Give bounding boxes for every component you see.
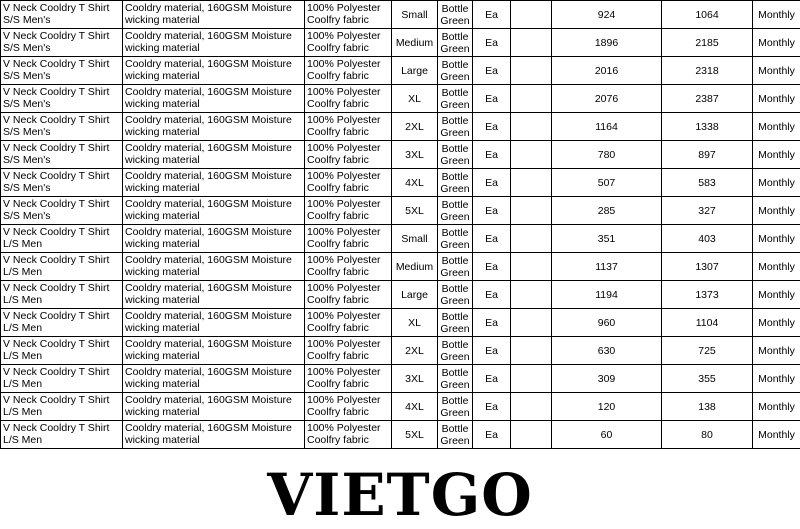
product-name-cell: V Neck Cooldry T Shirt L/S Men — [1, 253, 123, 281]
size-cell: XL — [392, 309, 438, 337]
empty-cell — [511, 309, 552, 337]
table-row — [1, 421, 800, 449]
quantity-b-cell: 1307 — [662, 253, 753, 281]
table-row — [1, 253, 800, 281]
table-row — [1, 169, 800, 197]
size-cell: 5XL — [392, 197, 438, 225]
size-cell: Large — [392, 57, 438, 85]
product-name-cell: V Neck Cooldry T Shirt S/S Men's — [1, 141, 123, 169]
color-cell: Bottle Green — [438, 197, 473, 225]
quantity-a-cell: 1137 — [552, 253, 662, 281]
fabric-cell: 100% Polyester Coolfry fabric — [305, 393, 392, 421]
fabric-cell: 100% Polyester Coolfry fabric — [305, 253, 392, 281]
quantity-a-cell: 2076 — [552, 85, 662, 113]
frequency-cell: Monthly — [753, 169, 800, 197]
frequency-cell: Monthly — [753, 197, 800, 225]
product-name-cell: V Neck Cooldry T Shirt S/S Men's — [1, 197, 123, 225]
color-cell: Bottle Green — [438, 29, 473, 57]
unit-cell: Ea — [473, 1, 511, 29]
unit-cell: Ea — [473, 393, 511, 421]
table-row — [1, 365, 800, 393]
quantity-b-cell: 583 — [662, 169, 753, 197]
fabric-cell: 100% Polyester Coolfry fabric — [305, 57, 392, 85]
unit-cell: Ea — [473, 85, 511, 113]
quantity-b-cell: 138 — [662, 393, 753, 421]
empty-cell — [511, 57, 552, 85]
color-cell: Bottle Green — [438, 85, 473, 113]
quantity-b-cell: 355 — [662, 365, 753, 393]
description-cell: Cooldry material, 160GSM Moisture wicking material — [123, 197, 305, 225]
unit-cell: Ea — [473, 141, 511, 169]
table-row — [1, 197, 800, 225]
unit-cell: Ea — [473, 253, 511, 281]
frequency-cell: Monthly — [753, 1, 800, 29]
size-cell: 2XL — [392, 337, 438, 365]
unit-cell: Ea — [473, 57, 511, 85]
color-cell: Bottle Green — [438, 365, 473, 393]
table-row — [1, 393, 800, 421]
empty-cell — [511, 365, 552, 393]
table-row — [1, 281, 800, 309]
product-name-cell: V Neck Cooldry T Shirt S/S Men's — [1, 113, 123, 141]
quantity-a-cell: 507 — [552, 169, 662, 197]
unit-cell: Ea — [473, 365, 511, 393]
quantity-a-cell: 780 — [552, 141, 662, 169]
size-cell: 4XL — [392, 169, 438, 197]
frequency-cell: Monthly — [753, 421, 800, 449]
empty-cell — [511, 225, 552, 253]
fabric-cell: 100% Polyester Coolfry fabric — [305, 169, 392, 197]
fabric-cell: 100% Polyester Coolfry fabric — [305, 113, 392, 141]
quantity-b-cell: 1373 — [662, 281, 753, 309]
fabric-cell: 100% Polyester Coolfry fabric — [305, 337, 392, 365]
color-cell: Bottle Green — [438, 281, 473, 309]
quantity-b-cell: 1338 — [662, 113, 753, 141]
unit-cell: Ea — [473, 113, 511, 141]
quantity-b-cell: 2185 — [662, 29, 753, 57]
quantity-a-cell: 1164 — [552, 113, 662, 141]
quantity-a-cell: 60 — [552, 421, 662, 449]
frequency-cell: Monthly — [753, 365, 800, 393]
fabric-cell: 100% Polyester Coolfry fabric — [305, 281, 392, 309]
empty-cell — [511, 421, 552, 449]
quantity-a-cell: 120 — [552, 393, 662, 421]
quantity-a-cell: 285 — [552, 197, 662, 225]
fabric-cell: 100% Polyester Coolfry fabric — [305, 197, 392, 225]
description-cell: Cooldry material, 160GSM Moisture wicking material — [123, 337, 305, 365]
description-cell: Cooldry material, 160GSM Moisture wicking material — [123, 281, 305, 309]
description-cell: Cooldry material, 160GSM Moisture wicking material — [123, 29, 305, 57]
table-row — [1, 337, 800, 365]
quantity-a-cell: 1896 — [552, 29, 662, 57]
product-name-cell: V Neck Cooldry T Shirt L/S Men — [1, 365, 123, 393]
quantity-a-cell: 630 — [552, 337, 662, 365]
size-cell: 2XL — [392, 113, 438, 141]
size-cell: 3XL — [392, 141, 438, 169]
color-cell: Bottle Green — [438, 225, 473, 253]
frequency-cell: Monthly — [753, 85, 800, 113]
table-row — [1, 113, 800, 141]
color-cell: Bottle Green — [438, 421, 473, 449]
size-cell: Medium — [392, 29, 438, 57]
product-name-cell: V Neck Cooldry T Shirt L/S Men — [1, 337, 123, 365]
color-cell: Bottle Green — [438, 169, 473, 197]
table-row — [1, 85, 800, 113]
empty-cell — [511, 1, 552, 29]
quantity-b-cell: 327 — [662, 197, 753, 225]
empty-cell — [511, 169, 552, 197]
frequency-cell: Monthly — [753, 253, 800, 281]
description-cell: Cooldry material, 160GSM Moisture wicking material — [123, 365, 305, 393]
unit-cell: Ea — [473, 197, 511, 225]
empty-cell — [511, 281, 552, 309]
product-name-cell: V Neck Cooldry T Shirt S/S Men's — [1, 85, 123, 113]
frequency-cell: Monthly — [753, 337, 800, 365]
empty-cell — [511, 393, 552, 421]
color-cell: Bottle Green — [438, 141, 473, 169]
size-cell: 4XL — [392, 393, 438, 421]
logo-text: VIETGO — [267, 466, 533, 524]
product-name-cell: V Neck Cooldry T Shirt L/S Men — [1, 393, 123, 421]
table-row — [1, 57, 800, 85]
quantity-a-cell: 924 — [552, 1, 662, 29]
description-cell: Cooldry material, 160GSM Moisture wicking material — [123, 169, 305, 197]
table-row — [1, 29, 800, 57]
product-name-cell: V Neck Cooldry T Shirt L/S Men — [1, 421, 123, 449]
unit-cell: Ea — [473, 29, 511, 57]
quantity-b-cell: 725 — [662, 337, 753, 365]
fabric-cell: 100% Polyester Coolfry fabric — [305, 309, 392, 337]
size-cell: Large — [392, 281, 438, 309]
unit-cell: Ea — [473, 309, 511, 337]
product-name-cell: V Neck Cooldry T Shirt S/S Men's — [1, 29, 123, 57]
description-cell: Cooldry material, 160GSM Moisture wicking material — [123, 57, 305, 85]
quantity-b-cell: 1064 — [662, 1, 753, 29]
product-name-cell: V Neck Cooldry T Shirt S/S Men's — [1, 169, 123, 197]
size-cell: Small — [392, 1, 438, 29]
empty-cell — [511, 85, 552, 113]
table-row — [1, 225, 800, 253]
quantity-a-cell: 960 — [552, 309, 662, 337]
quantity-a-cell: 2016 — [552, 57, 662, 85]
fabric-cell: 100% Polyester Coolfry fabric — [305, 225, 392, 253]
unit-cell: Ea — [473, 337, 511, 365]
table-row — [1, 141, 800, 169]
product-table-body — [1, 1, 800, 449]
color-cell: Bottle Green — [438, 1, 473, 29]
description-cell: Cooldry material, 160GSM Moisture wicking material — [123, 1, 305, 29]
frequency-cell: Monthly — [753, 225, 800, 253]
frequency-cell: Monthly — [753, 309, 800, 337]
size-cell: 3XL — [392, 365, 438, 393]
quantity-b-cell: 80 — [662, 421, 753, 449]
color-cell: Bottle Green — [438, 393, 473, 421]
fabric-cell: 100% Polyester Coolfry fabric — [305, 421, 392, 449]
product-name-cell: V Neck Cooldry T Shirt L/S Men — [1, 225, 123, 253]
empty-cell — [511, 253, 552, 281]
color-cell: Bottle Green — [438, 337, 473, 365]
empty-cell — [511, 113, 552, 141]
unit-cell: Ea — [473, 225, 511, 253]
unit-cell: Ea — [473, 421, 511, 449]
description-cell: Cooldry material, 160GSM Moisture wicking material — [123, 253, 305, 281]
description-cell: Cooldry material, 160GSM Moisture wicking material — [123, 421, 305, 449]
product-name-cell: V Neck Cooldry T Shirt S/S Men's — [1, 1, 123, 29]
quantity-a-cell: 351 — [552, 225, 662, 253]
fabric-cell: 100% Polyester Coolfry fabric — [305, 29, 392, 57]
description-cell: Cooldry material, 160GSM Moisture wicking material — [123, 309, 305, 337]
product-name-cell: V Neck Cooldry T Shirt L/S Men — [1, 281, 123, 309]
size-cell: Small — [392, 225, 438, 253]
description-cell: Cooldry material, 160GSM Moisture wicking material — [123, 113, 305, 141]
frequency-cell: Monthly — [753, 29, 800, 57]
table-row — [1, 309, 800, 337]
unit-cell: Ea — [473, 281, 511, 309]
fabric-cell: 100% Polyester Coolfry fabric — [305, 365, 392, 393]
quantity-b-cell: 2387 — [662, 85, 753, 113]
table-row — [1, 1, 800, 29]
quantity-a-cell: 309 — [552, 365, 662, 393]
frequency-cell: Monthly — [753, 141, 800, 169]
frequency-cell: Monthly — [753, 281, 800, 309]
fabric-cell: 100% Polyester Coolfry fabric — [305, 85, 392, 113]
quantity-b-cell: 2318 — [662, 57, 753, 85]
fabric-cell: 100% Polyester Coolfry fabric — [305, 1, 392, 29]
unit-cell: Ea — [473, 169, 511, 197]
frequency-cell: Monthly — [753, 57, 800, 85]
description-cell: Cooldry material, 160GSM Moisture wicking material — [123, 85, 305, 113]
vietgo-logo — [0, 462, 800, 524]
color-cell: Bottle Green — [438, 309, 473, 337]
empty-cell — [511, 197, 552, 225]
color-cell: Bottle Green — [438, 253, 473, 281]
empty-cell — [511, 337, 552, 365]
empty-cell — [511, 141, 552, 169]
quantity-a-cell: 1194 — [552, 281, 662, 309]
color-cell: Bottle Green — [438, 113, 473, 141]
color-cell: Bottle Green — [438, 57, 473, 85]
frequency-cell: Monthly — [753, 113, 800, 141]
description-cell: Cooldry material, 160GSM Moisture wicking material — [123, 141, 305, 169]
description-cell: Cooldry material, 160GSM Moisture wicking material — [123, 225, 305, 253]
size-cell: Medium — [392, 253, 438, 281]
fabric-cell: 100% Polyester Coolfry fabric — [305, 141, 392, 169]
description-cell: Cooldry material, 160GSM Moisture wicking material — [123, 393, 305, 421]
size-cell: 5XL — [392, 421, 438, 449]
product-name-cell: V Neck Cooldry T Shirt S/S Men's — [1, 57, 123, 85]
quantity-b-cell: 403 — [662, 225, 753, 253]
quantity-b-cell: 897 — [662, 141, 753, 169]
product-name-cell: V Neck Cooldry T Shirt L/S Men — [1, 309, 123, 337]
size-cell: XL — [392, 85, 438, 113]
frequency-cell: Monthly — [753, 393, 800, 421]
empty-cell — [511, 29, 552, 57]
quantity-b-cell: 1104 — [662, 309, 753, 337]
